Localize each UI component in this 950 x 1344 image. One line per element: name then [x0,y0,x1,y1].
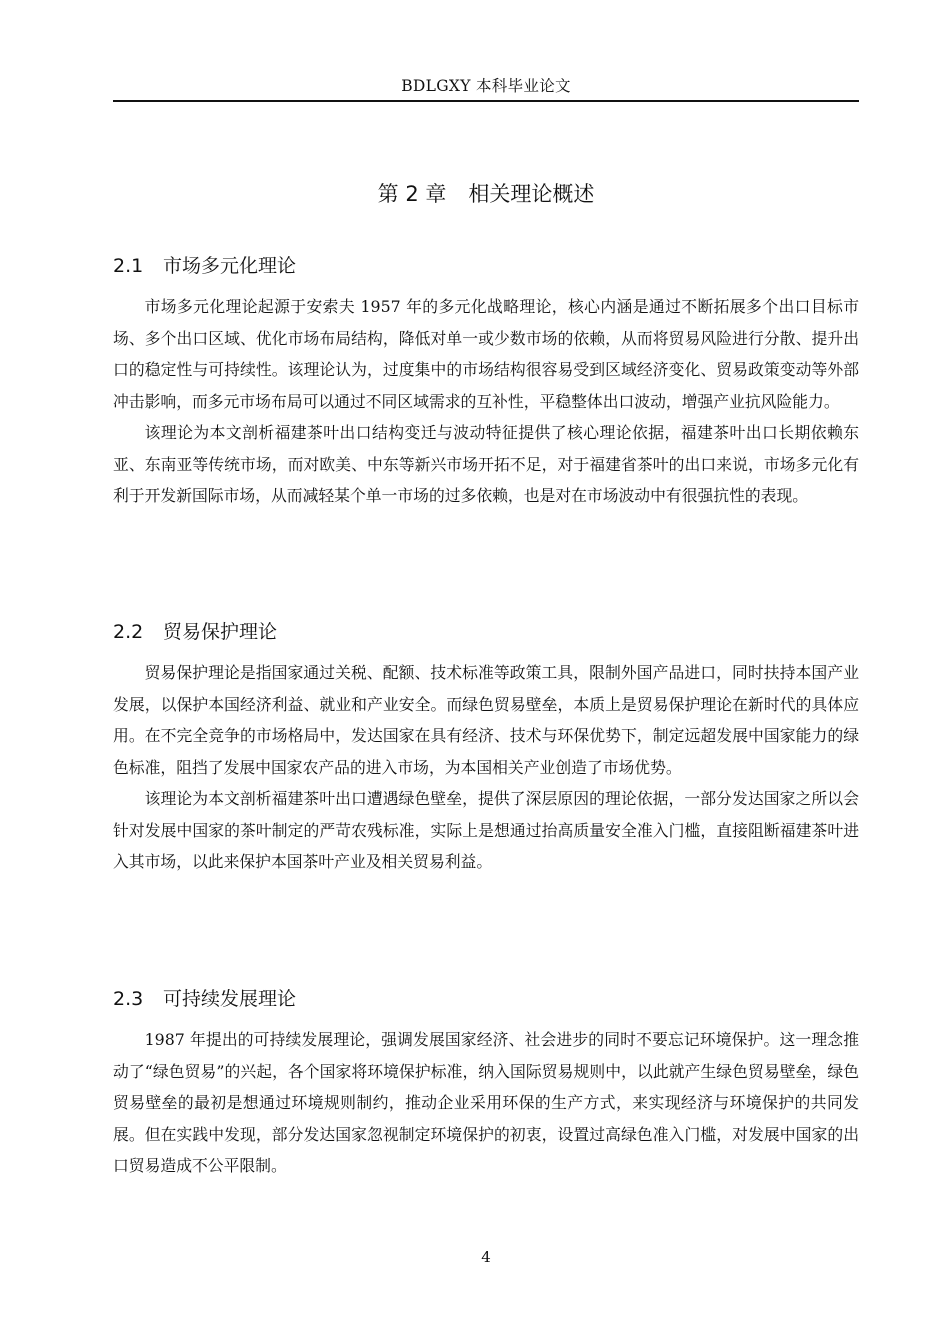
section-2-3 [113,984,859,1182]
section-number: 2.1 [113,255,144,277]
section-heading [113,617,859,647]
chapter-name: 相关理论概述 [468,182,595,206]
paragraph: 该理论为本文剖析福建茶叶出口结构变迁与波动特征提供了核心理论依据，福建茶叶出口长期依赖东亚、东南亚等传统市场，而对欧美、中东等新兴市场开拓不足，对于福建省茶叶的出口来说，市场多元化有利于开发新国际市场，从而减轻某个单一市场的过多依赖，也是对在市场波动中有很强抗性的表现。 [113,423,859,505]
paragraph: 该理论为本文剖析福建茶叶出口遭遇绿色壁垒，提供了深层原因的理论依据，一部分发达国家之所以会针对发展中国家的茶叶制定的严苛农残标准，实际上是想通过抬高质量安全准入门槛，直接阻断福建茶叶进入其市场，以此来保护本国茶叶产业及相关贸易利益。 [113,789,859,871]
section-heading [113,984,859,1014]
section-2-1 [113,251,859,512]
section-number: 2.3 [113,988,144,1010]
paragraph: 市场多元化理论起源于安索夫 1957 年的多元化战略理论，核心内涵是通过不断拓展多个出口目标市场、多个出口区域、优化市场布局结构，降低对单一或少数市场的依赖，从而将贸易风险进行分散、提升出口的稳定性与可持续性。该理论认为，过度集中的市场结构很容易受到区域经济变化、贸易政策变动等外部冲击影响，而多元市场布局可以通过不同区域需求的互补性，平稳整体出口波动，增强产业抗风险能力。 [113,297,859,411]
page-number: 4 [481,1248,491,1266]
section-number: 2.2 [113,621,144,643]
header-rule [113,100,859,102]
section-title: 市场多元化理论 [163,255,297,277]
chapter-title [113,178,859,208]
running-header: BDLGXY 本科毕业论文 [401,77,571,95]
paragraph: 1987 年提出的可持续发展理论，强调发展国家经济、社会进步的同时不要忘记环境保护。这一理念推动了“绿色贸易”的兴起，各个国家将环境保护标准，纳入国际贸易规则中，以此就产生绿色贸易壁垒，绿色贸易壁垒的最初是想通过环境规则制约，推动企业采用环保的生产方式，来实现经济与环境保护的共同发展。但在实践中发现，部分发达国家忽视制定环境保护的初衷，设置过高绿色准入门槛，对发展中国家的出口贸易造成不公平限制。 [113,1030,859,1175]
paragraph: 贸易保护理论是指国家通过关税、配额、技术标准等政策工具，限制外国产品进口，同时扶持本国产业发展，以保护本国经济利益、就业和产业安全。而绿色贸易壁垒，本质上是贸易保护理论在新时代的具体应用。在不完全竞争的市场格局中，发达国家在具有经济、技术与环保优势下，制定远超发展中国家能力的绿色标准，阻挡了发展中国家农产品的进入市场，为本国相关产业创造了市场优势。 [113,663,859,777]
section-2-2 [113,617,859,878]
section-heading [113,251,859,281]
section-title: 贸易保护理论 [163,621,278,643]
chapter-number: 第 2 章 [377,182,447,206]
section-title: 可持续发展理论 [163,988,297,1010]
